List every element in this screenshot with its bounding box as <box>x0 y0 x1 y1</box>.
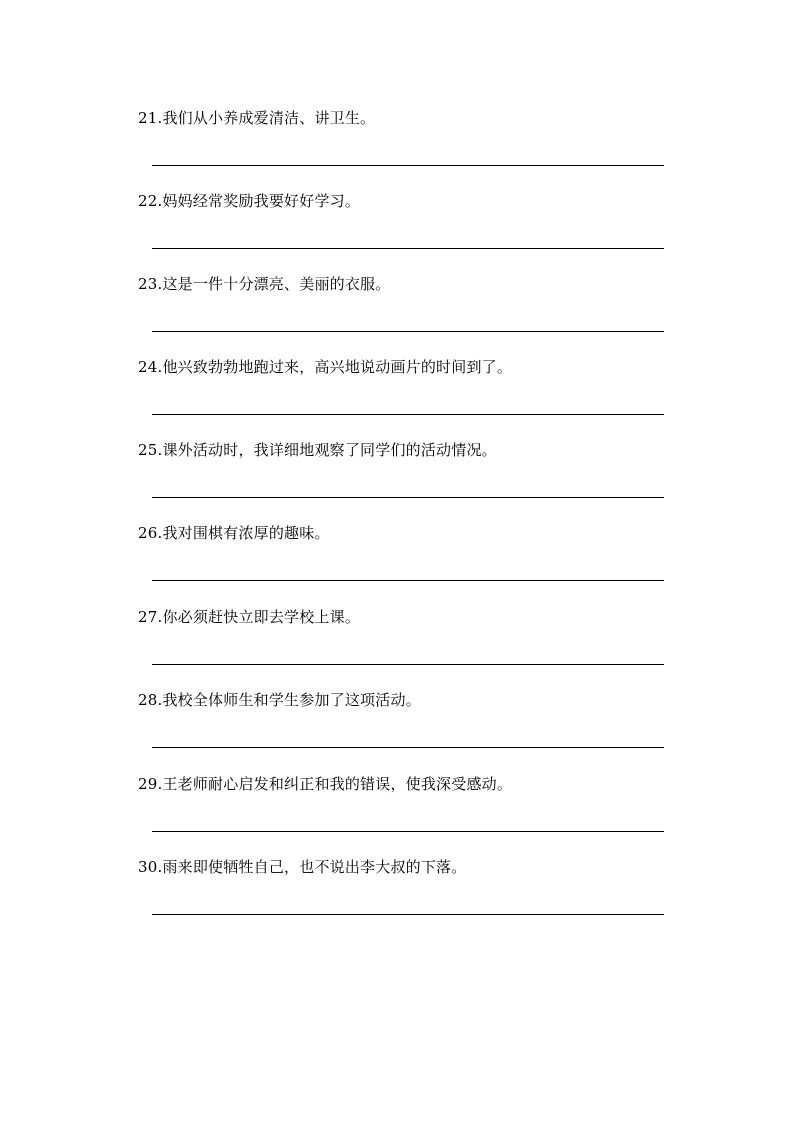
exercise-sentence: 21.我们从小养成爱清洁、讲卫生。 <box>138 109 376 127</box>
answer-line[interactable] <box>152 165 664 166</box>
exercise-item <box>0 523 794 607</box>
exercise-sentence: 28.我校全体师生和学生参加了这项活动。 <box>138 691 421 709</box>
answer-line[interactable] <box>152 414 664 415</box>
exercise-sentence: 29.王老师耐心启发和纠正和我的错误，使我深受感动。 <box>138 775 513 793</box>
exercise-sentence: 26.我对围棋有浓厚的趣味。 <box>138 524 330 542</box>
answer-line[interactable] <box>152 914 664 915</box>
answer-line[interactable] <box>152 747 664 748</box>
exercise-item <box>0 857 794 941</box>
exercise-item <box>0 440 794 524</box>
exercise-item <box>0 607 794 691</box>
answer-line[interactable] <box>152 497 664 498</box>
exercise-sentence: 27.你必须赶快立即去学校上课。 <box>138 608 361 626</box>
exercise-item <box>0 690 794 774</box>
answer-line[interactable] <box>152 248 664 249</box>
answer-line[interactable] <box>152 664 664 665</box>
exercise-sentence: 23.这是一件十分漂亮、美丽的衣服。 <box>138 275 391 293</box>
answer-line[interactable] <box>152 831 664 832</box>
exercise-item <box>0 357 794 441</box>
exercise-item <box>0 274 794 358</box>
exercise-item <box>0 191 794 275</box>
exercise-sentence: 22.妈妈经常奖励我要好好学习。 <box>138 192 361 210</box>
answer-line[interactable] <box>152 580 664 581</box>
exercise-item <box>0 774 794 858</box>
exercise-sentence: 24.他兴致勃勃地跑过来，高兴地说动画片的时间到了。 <box>138 358 513 376</box>
answer-line[interactable] <box>152 331 664 332</box>
exercise-sentence: 25.课外活动时，我详细地观察了同学们的活动情况。 <box>138 441 497 459</box>
exercise-sentence: 30.雨来即使牺牲自己，也不说出李大叔的下落。 <box>138 858 467 876</box>
exercise-item <box>0 108 794 192</box>
